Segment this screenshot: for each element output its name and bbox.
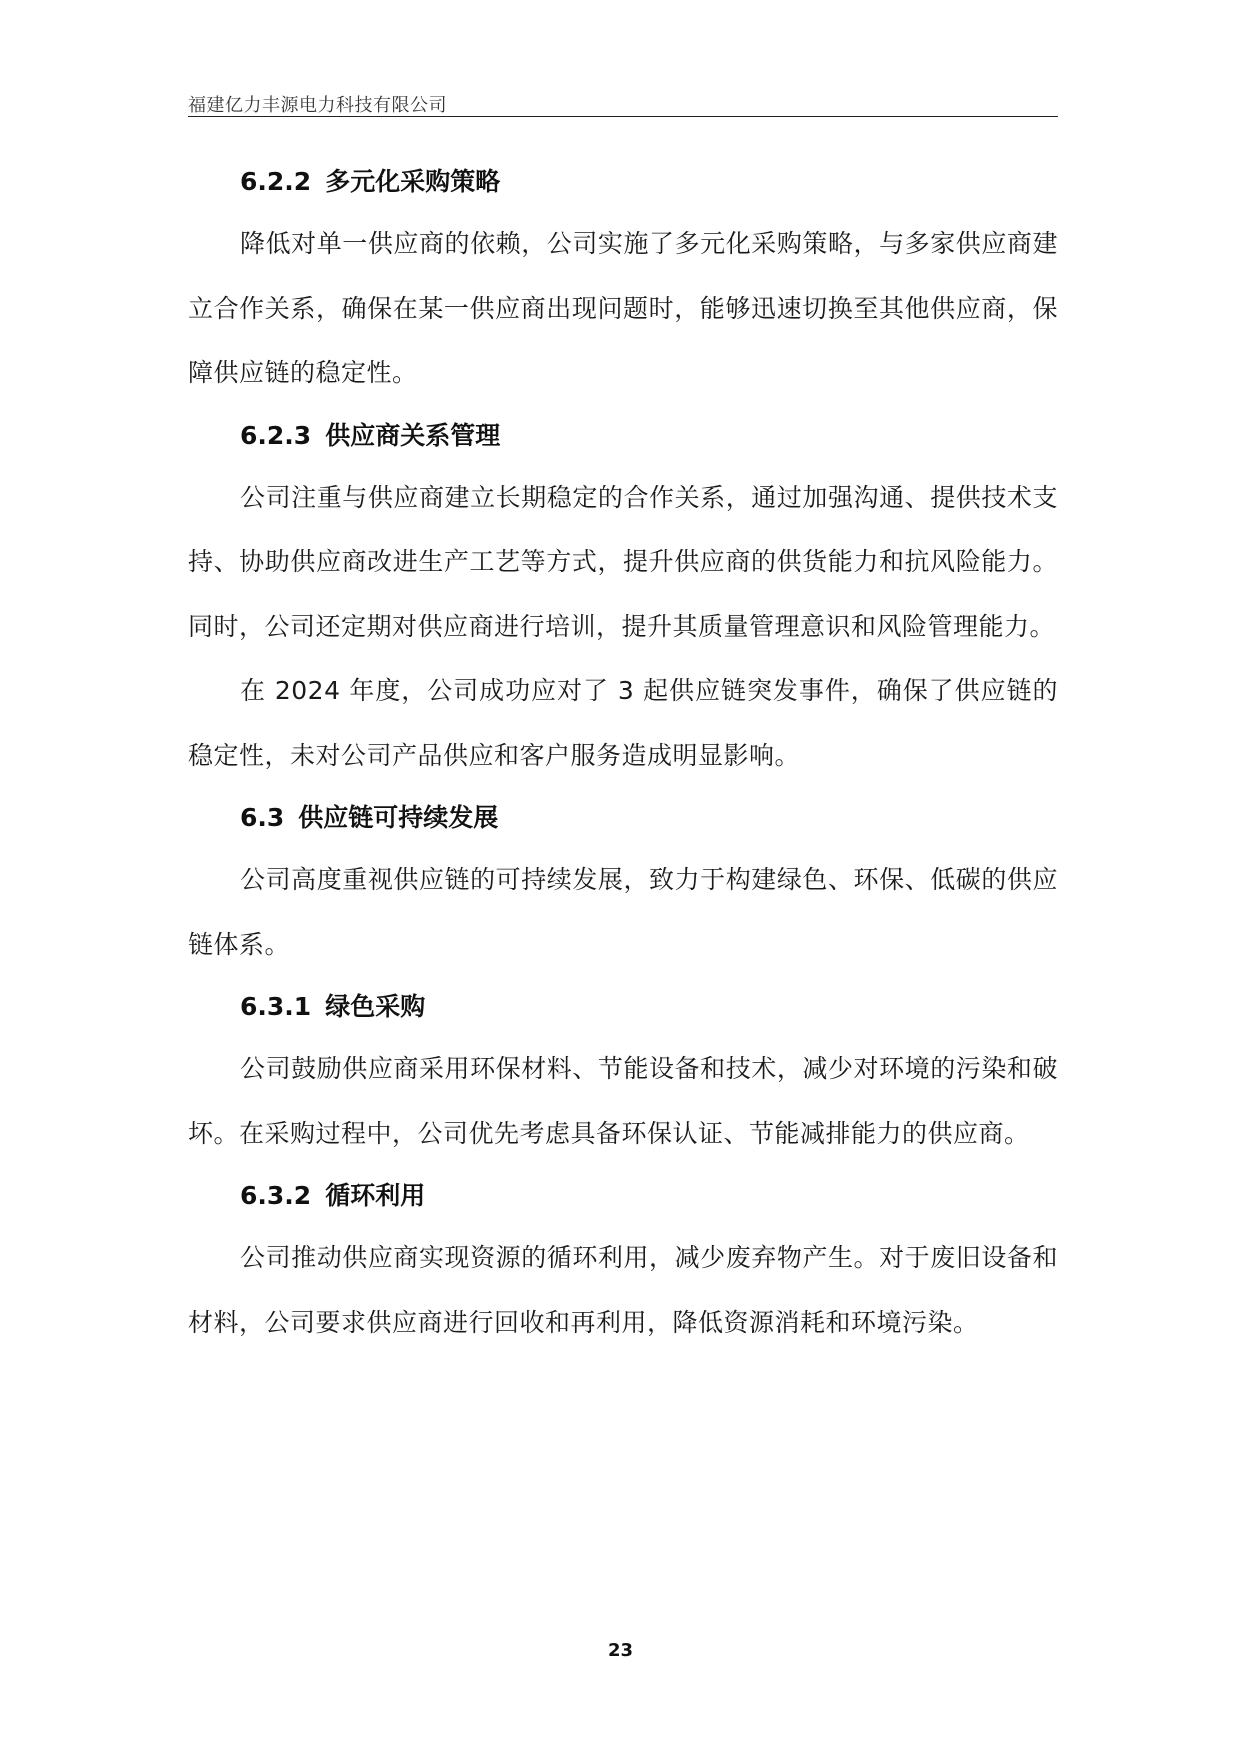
page-number: 23	[607, 1640, 634, 1661]
section-heading-6-3	[188, 788, 1058, 848]
page-header	[188, 88, 1058, 117]
paragraph: 公司推动供应商实现资源的循环利用，减少废弃物产生。对于废旧设备和材料，公司要求供应商进行回收和再利用，降低资源消耗和环境污染。	[188, 1243, 1058, 1337]
section-number: 6.3	[240, 803, 285, 832]
page-content	[188, 152, 1058, 1355]
section-heading-6-2-3	[188, 406, 1058, 466]
paragraph: 公司鼓励供应商采用环保材料、节能设备和技术，减少对环境的污染和破坏。在采购过程中，公司优先考虑具备环保认证、节能减排能力的供应商。	[188, 1054, 1058, 1148]
section-heading-6-3-2	[188, 1166, 1058, 1226]
section-title: 多元化采购策略	[325, 167, 501, 196]
paragraph: 在 2024 年度，公司成功应对了 3 起供应链突发事件，确保了供应链的稳定性，未对公司产品供应和客户服务造成明显影响。	[188, 676, 1058, 770]
section-number: 6.3.1	[240, 992, 312, 1021]
section-title: 供应链可持续发展	[298, 803, 499, 832]
section-heading-6-2-2	[188, 152, 1058, 212]
section-title: 绿色采购	[325, 992, 426, 1021]
section-title: 供应商关系管理	[325, 420, 501, 450]
paragraph: 公司高度重视供应链的可持续发展，致力于构建绿色、环保、低碳的供应链体系。	[188, 865, 1058, 959]
company-name: 福建亿力丰源电力科技有限公司	[188, 95, 447, 116]
section-title: 循环利用	[325, 1181, 426, 1210]
section-number: 6.2.2	[240, 167, 312, 196]
section-heading-6-3-1	[188, 977, 1058, 1037]
paragraph: 降低对单一供应商的依赖，公司实施了多元化采购策略，与多家供应商建立合作关系，确保在某一供应商出现问题时，能够迅速切换至其他供应商，保障供应链的稳定性。	[188, 229, 1058, 387]
section-number: 6.3.2	[240, 1181, 312, 1210]
paragraph: 公司注重与供应商建立长期稳定的合作关系，通过加强沟通、提供技术支持、协助供应商改进生产工艺等方式，提升供应商的供货能力和抗风险能力。同时，公司还定期对供应商进行培训，提升其质量管理意识和风险管理能力。	[188, 482, 1058, 641]
section-number: 6.2.3	[240, 420, 312, 450]
